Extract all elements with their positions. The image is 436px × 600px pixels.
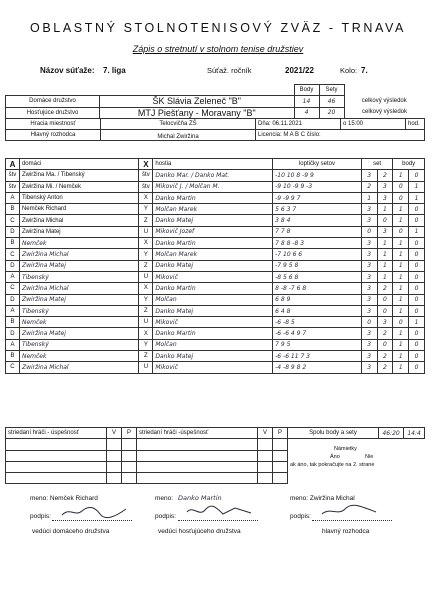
home-slot: A (6, 271, 20, 282)
guest-leader-name-label: meno: (155, 495, 174, 502)
home-slot: C (6, 362, 20, 373)
match-row (6, 260, 425, 271)
guest-player: Danko Martin (153, 192, 273, 203)
sets-guest: 3 (377, 226, 393, 237)
guest-player: Danko Martin (153, 283, 273, 294)
points-home: 1 (393, 283, 409, 294)
time-label: o 15:00 (341, 118, 406, 129)
referee-signature-scribble (320, 504, 380, 518)
match-row (6, 226, 425, 237)
matches-block (5, 158, 425, 374)
points-home: 1 (393, 170, 409, 181)
set-scores: 8 -8 -7 6 8 (273, 283, 362, 294)
points-guest: 0 (409, 215, 425, 226)
home-slot: štv (6, 170, 20, 181)
sets-guest: 3 (377, 317, 393, 328)
season-value: 2021/22 (285, 66, 314, 75)
guest-slot: Y (139, 204, 153, 215)
home-player: Zwiržina Michal (19, 249, 138, 260)
points-home: 1 (393, 294, 409, 305)
points-guest: 0 (409, 339, 425, 350)
sets-guest: 0 (377, 305, 393, 316)
guest-slot: Z (139, 260, 153, 271)
contest-label: Názov súťaže: (40, 66, 95, 75)
guest-leader-caption: vedúci hosťujúceho družstva (158, 528, 241, 535)
home-signature-scribble (60, 505, 130, 519)
match-row (6, 339, 425, 350)
sets-guest: 2 (377, 283, 393, 294)
set-scores: -6 -8 5 (273, 317, 362, 328)
overall-label-2: celkový výsledok (361, 109, 408, 116)
home-slot: A (6, 305, 20, 316)
match-row (6, 351, 425, 362)
guest-slot: Z (139, 215, 153, 226)
set-scores: -6 -6 4 9 7 (273, 328, 362, 339)
match-row (6, 328, 425, 339)
guest-slot: X (139, 238, 153, 249)
guest-slot: štv (139, 170, 153, 181)
guest-slot: U (139, 362, 153, 373)
referee-caption: hlavný rozhodca (322, 528, 370, 535)
totals-block (5, 427, 425, 484)
set-scores: -7 10 6 6 (273, 249, 362, 260)
overall-label-1: celkový výsledok (361, 97, 407, 104)
sets-home: 3 (361, 339, 377, 350)
match-row (6, 181, 425, 192)
match-row (6, 192, 425, 203)
points-home: 0 (393, 226, 409, 237)
sets-guest: 2 (377, 351, 393, 362)
guest-body: 4 (294, 107, 319, 118)
col-sets-header: loptičky setov (273, 159, 362, 170)
guest-slot: X (139, 283, 153, 294)
subs-label-home: striedaní hráči - úspešnosť (6, 428, 107, 439)
home-player: Zwiržina Matej (19, 260, 138, 271)
points-home: 1 (393, 351, 409, 362)
home-player: Tibenský (19, 305, 138, 316)
sets-guest: 1 (377, 271, 393, 282)
home-slot: C (6, 215, 20, 226)
sets-guest: 1 (377, 260, 393, 271)
venue-value: Telocvičňa ZŠ (101, 118, 256, 129)
sets-home: 2 (361, 181, 377, 192)
sets-guest: 2 (377, 328, 393, 339)
guest-slot: U (139, 317, 153, 328)
points-guest: 0 (409, 305, 425, 316)
home-player: Nemček (19, 238, 138, 249)
points-guest: 0 (409, 362, 425, 373)
col-x-header: X (139, 159, 153, 170)
set-scores: 6 8 9 (273, 294, 362, 305)
set-scores: -7 9 5 8 (273, 260, 362, 271)
objections-note: ak áno, tak pokračujte na 2. strane (290, 462, 375, 468)
guest-slot: Y (139, 294, 153, 305)
guest-sign-line (178, 520, 258, 521)
subs-p-home: P (122, 428, 137, 439)
sets-home: 3 (361, 271, 377, 282)
sets-home: 1 (361, 192, 377, 203)
home-player: Nemček (19, 317, 138, 328)
points-home: 1 (393, 215, 409, 226)
sets-home: 3 (361, 305, 377, 316)
guest-player: Mikovič Jozef (153, 226, 273, 237)
licence-label: Licencia: M A B C číslo: (256, 130, 425, 141)
sets-home: 3 (361, 283, 377, 294)
home-player: Nemček Richard (19, 204, 138, 215)
subs-v-guest: V (258, 428, 273, 439)
guest-slot: Z (139, 351, 153, 362)
guest-player: Danko Martin (153, 238, 273, 249)
document-subtitle: Zápis o stretnutí v stolnom tenise družstiev (132, 44, 304, 54)
season-label: Súťaž. ročník (207, 66, 252, 75)
match-row (6, 294, 425, 305)
home-slot: B (6, 238, 20, 249)
sets-guest: 1 (377, 204, 393, 215)
home-slot: D (6, 226, 20, 237)
guest-sety: 20 (319, 107, 344, 118)
points-guest: 1 (409, 317, 425, 328)
sets-home: 3 (361, 238, 377, 249)
home-slot: B (6, 204, 20, 215)
sets-home: 3 (361, 294, 377, 305)
total-sets: 46:20 (379, 428, 404, 439)
guest-signature-scribble (185, 504, 255, 518)
subs-label-guest: striedaní hráči -úspešnosť (137, 428, 258, 439)
set-scores: 7 8 8 -8 3 (273, 238, 362, 249)
match-row (6, 249, 425, 260)
sets-home: 3 (361, 215, 377, 226)
guest-player: Mikovič J. / Molčan M. (153, 181, 273, 192)
guest-player: Mikovič (153, 317, 273, 328)
guest-slot: X (139, 192, 153, 203)
points-guest: 1 (409, 226, 425, 237)
sets-guest: 2 (377, 170, 393, 181)
sets-home: 3 (361, 249, 377, 260)
guest-player: Mikovič (153, 362, 273, 373)
guest-slot: Z (139, 305, 153, 316)
guest-player: Danko Martin (153, 328, 273, 339)
guest-leader-sign: podpis: (155, 513, 176, 520)
points-guest: 0 (409, 294, 425, 305)
match-row (6, 215, 425, 226)
points-guest: 0 (409, 238, 425, 249)
set-scores: 6 4 8 (273, 305, 362, 316)
home-leader-sign: podpis: (30, 513, 51, 520)
referee-name: meno: Zwiržina Michal (290, 495, 355, 502)
contest-value: 7. liga (103, 66, 126, 75)
points-guest: 0 (409, 328, 425, 339)
home-player: Zwiržina Matej (19, 226, 138, 237)
guest-team-name: MTJ Piešťany - Moravany "B" (100, 107, 295, 118)
guest-player: Danko Mar. / Danko Mat. (153, 170, 273, 181)
sets-guest: 0 (377, 339, 393, 350)
home-player: Tibenský (19, 271, 138, 282)
col-home-header: domáci (19, 159, 138, 170)
set-scores: -10 10 8 -9 9 (273, 170, 362, 181)
hour-label: hod. (406, 118, 425, 129)
total-body: 14:4 (404, 428, 425, 439)
guest-player: Danko Matej (153, 260, 273, 271)
sets-home: 0 (361, 317, 377, 328)
match-row (6, 170, 425, 181)
points-guest: 0 (409, 249, 425, 260)
date-label: Dňa: 06.11.2021 (256, 118, 341, 129)
guest-slot: Y (139, 339, 153, 350)
guest-player: Mikovič (153, 271, 273, 282)
points-guest: 1 (409, 192, 425, 203)
home-player: Zwiržina Ma. / Tibenský (19, 170, 138, 181)
guest-player: Molčan Marek (153, 204, 273, 215)
total-label: Spolu body a sety (288, 428, 379, 439)
home-slot: B (6, 351, 20, 362)
home-slot: D (6, 260, 20, 271)
match-row (6, 362, 425, 373)
home-player: Zwiržina Michal (19, 215, 138, 226)
set-scores: -4 -8 9 8 2 (273, 362, 362, 373)
set-scores: 7 9 5 (273, 339, 362, 350)
set-scores: -8 5 6 8 (273, 271, 362, 282)
home-body: 14 (294, 96, 319, 107)
match-row (6, 204, 425, 215)
col-body-header: body (393, 159, 425, 170)
match-row (6, 317, 425, 328)
sets-home: 3 (361, 170, 377, 181)
guest-player: Danko Matej (153, 215, 273, 226)
referee-label: Hlavný rozhodca (6, 130, 101, 141)
round-value: 7. (361, 66, 368, 75)
sety-header: Sety (319, 85, 344, 96)
objections-no: Nie (365, 454, 374, 460)
points-home: 1 (393, 362, 409, 373)
points-guest: 0 (409, 204, 425, 215)
sets-guest: 0 (377, 215, 393, 226)
home-slot: C (6, 283, 20, 294)
home-sign-line (52, 520, 132, 521)
points-guest: 0 (409, 260, 425, 271)
home-leader-caption: vedúci domáceho družstva (32, 528, 110, 535)
home-player: Zwiržina Matej (19, 328, 138, 339)
teams-block (5, 84, 425, 141)
points-home: 1 (393, 249, 409, 260)
points-home: 1 (393, 204, 409, 215)
home-sety: 46 (319, 96, 344, 107)
col-guest-header: hostia (153, 159, 273, 170)
guest-team-label: Hosťujúce družstvo (6, 107, 100, 118)
home-player: Nemček (19, 351, 138, 362)
sets-home: 3 (361, 362, 377, 373)
guest-player: Molčan Marek (153, 249, 273, 260)
guest-player: Molčan (153, 339, 273, 350)
guest-slot: U (139, 226, 153, 237)
points-guest: 1 (409, 181, 425, 192)
points-guest: 0 (409, 283, 425, 294)
points-home: 1 (393, 328, 409, 339)
referee-value: Michal Zwiržina (101, 130, 256, 141)
venue-label: Hracia miestnosť (6, 118, 101, 129)
points-home: 1 (393, 305, 409, 316)
sets-home: 3 (361, 328, 377, 339)
guest-player: Danko Matej (153, 351, 273, 362)
guest-slot: štv (139, 181, 153, 192)
home-player: Tibenský (19, 339, 138, 350)
home-slot: D (6, 328, 20, 339)
match-row (6, 238, 425, 249)
guest-slot: X (139, 328, 153, 339)
col-set-header: set (361, 159, 393, 170)
points-home: 1 (393, 260, 409, 271)
home-slot: A (6, 192, 20, 203)
sets-guest: 1 (377, 249, 393, 260)
set-scores: -9 -9 9 7 (273, 192, 362, 203)
set-scores: 5 6 3 7 (273, 204, 362, 215)
points-home: 1 (393, 238, 409, 249)
home-leader-name: meno: Nemček Richard (30, 495, 98, 502)
set-scores: 3 8 4 (273, 215, 362, 226)
match-row (6, 283, 425, 294)
points-home: 1 (393, 339, 409, 350)
guest-player: Danko Matej (153, 305, 273, 316)
objections-yes: Áno (330, 454, 340, 460)
body-header: Body (294, 85, 319, 96)
subs-v-home: V (107, 428, 122, 439)
home-player: Zwiržina Mi. / Nemček (19, 181, 138, 192)
guest-slot: Y (139, 249, 153, 260)
sets-guest: 3 (377, 192, 393, 203)
document-title: OBLASTNÝ STOLNOTENISOVÝ ZVÄZ - TRNAVA (30, 21, 406, 35)
home-player: Tibenský Anton (19, 192, 138, 203)
home-player: Zwiržina Michal (19, 362, 138, 373)
referee-sign-line (312, 520, 392, 521)
sets-home: 0 (361, 226, 377, 237)
guest-player: Molčan (153, 294, 273, 305)
home-slot: C (6, 249, 20, 260)
points-guest: 0 (409, 170, 425, 181)
sets-home: 3 (361, 351, 377, 362)
points-home: 0 (393, 317, 409, 328)
guest-leader-name-value: Danko Martin (178, 494, 222, 502)
home-player: Zwiržina Matej (19, 294, 138, 305)
points-guest: 0 (409, 351, 425, 362)
set-scores: 7 7 8 (273, 226, 362, 237)
referee-sign: podpis: (290, 513, 311, 520)
home-player: Zwiržina Michal (19, 283, 138, 294)
set-scores: -9 10 -9 9 -3 (273, 181, 362, 192)
round-label: Kolo: (340, 66, 358, 75)
points-home: 1 (393, 271, 409, 282)
points-home: 0 (393, 192, 409, 203)
sets-guest: 3 (377, 181, 393, 192)
sets-guest: 0 (377, 294, 393, 305)
match-row (6, 305, 425, 316)
col-a-header: A (6, 159, 20, 170)
subs-p-guest: P (273, 428, 288, 439)
sets-guest: 1 (377, 238, 393, 249)
home-slot: štv (6, 181, 20, 192)
sets-home: 3 (361, 260, 377, 271)
home-team-label: Domáce družstvo (6, 96, 100, 107)
guest-slot: U (139, 271, 153, 282)
sets-guest: 2 (377, 362, 393, 373)
home-team-name: ŠK Slávia Zeleneč "B" (100, 96, 295, 107)
home-slot: D (6, 294, 20, 305)
points-home: 0 (393, 181, 409, 192)
points-guest: 0 (409, 271, 425, 282)
set-scores: -6 -6 11 7 3 (273, 351, 362, 362)
sets-home: 3 (361, 204, 377, 215)
home-slot: A (6, 339, 20, 350)
match-row (6, 271, 425, 282)
home-slot: B (6, 317, 20, 328)
objections-title: Námietky (334, 446, 357, 452)
